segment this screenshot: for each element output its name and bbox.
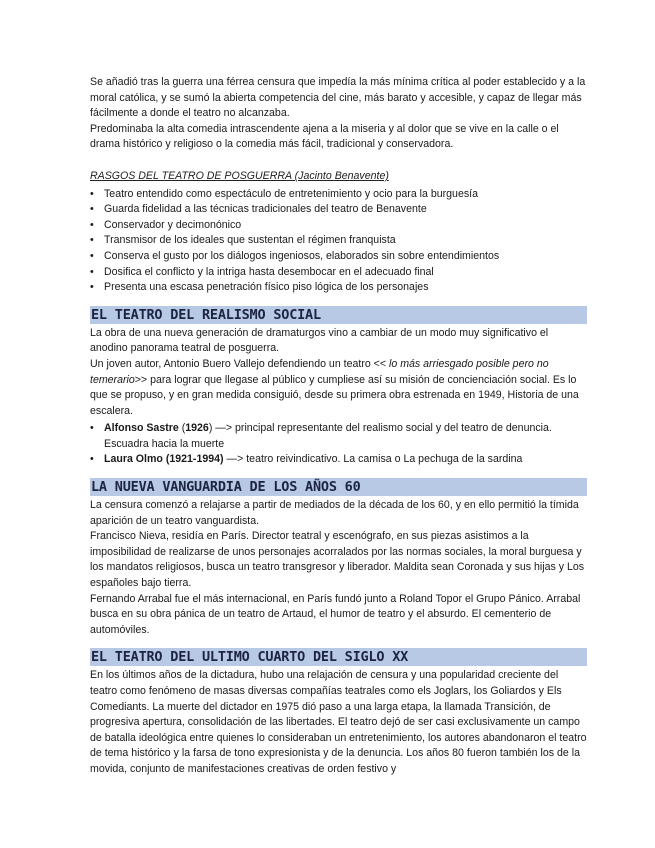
list-item: • Laura Olmo (1921-1994) —> teatro reivindicativo. La camisa o La pechuga de la sardina: [90, 452, 587, 468]
rasgos-list: [90, 187, 587, 296]
section-heading-vanguardia: LA NUEVA VANGUARDIA DE LOS AÑOS 60: [90, 478, 587, 496]
list-item: • Conserva el gusto por los diálogos ingeniosos, elaborados sin sobre entendimientos: [90, 249, 587, 265]
author-years: 1921-1994: [169, 453, 221, 466]
rasgos-subheading: RASGOS DEL TEATRO DE POSGUERRA (Jacinto Benavente): [90, 169, 389, 182]
realismo-paragraph-1: La obra de una nueva generación de dramaturgos vino a cambiar de un modo muy significativo el anodino panorama teatral de posguerra.: [90, 326, 549, 355]
author-name: Alfonso Sastre: [104, 422, 179, 435]
list-item: • Guarda fidelidad a las técnicas tradicionales del teatro de Benavente: [90, 202, 587, 218]
section-heading-ultimo: EL TEATRO DEL ULTIMO CUARTO DEL SIGLO XX: [90, 648, 587, 666]
ultimo-paragraph-1: En los últimos años de la dictadura, hubo una relajación de censura y una popularidad creciente del teatro como fenómeno de masas diversas compañías teatrales como els Joglars, los Goliardos y Els Comediants. La muerte del dictador en 1975 dió paso a una larga etapa, la llamada Transición, de progresiva apertura, consolidación de las libertades. El teatro dejó de ser casi exclusivamente un campo de batalla ideológica entre quienes lo consideraban un entretenimiento, los autores abandonaron el teatro de tema histórico y la farsa de tono expresionista y de la denuncia. Los años 80 fueron también los de la movida, conjunto de manifestaciones creativas de orden festivo y: [90, 669, 587, 775]
realismo-p2-start: Un joven autor, Antonio Buero Vallejo defendiendo un teatro <<: [90, 357, 390, 370]
list-item: • Dosifica el conflicto y la intriga hasta desembocar en el adecuado final: [90, 265, 587, 281]
author-years: 1926: [185, 422, 209, 435]
list-item: • Alfonso Sastre (1926) —> principal representante del realismo social y del teatro de denuncia. Escuadra hacia la muerte: [90, 421, 587, 452]
author-text: —> principal representante del realismo social y del teatro de denuncia. Escuadra hacia la muerte: [104, 422, 552, 450]
author-text: —> teatro reivindicativo. La camisa o La pechuga de la sardina: [223, 453, 523, 466]
intro-paragraph-1: Se añadió tras la guerra una férrea censura que impedía la más mínima crítica al poder establecido y a la moral católica, y se sumó la abierta competencia del cine, más barato y accesible, y capaz de llegar más fácilmente a donde el teatro no alcanzaba.: [90, 76, 586, 120]
realismo-quote: lo más arriesgado posible pero no temerario: [90, 357, 549, 386]
author-name: Laura Olmo: [104, 453, 163, 466]
realismo-p2-end: >> para lograr que llegase al público y cumpliese así su misión de concienciación social. Es lo que se propuso, y en gran medida consiguió, desde su primera obra estrenada en 1949, Historia de una escalera.: [90, 373, 579, 417]
section-heading-realismo: EL TEATRO DEL REALISMO SOCIAL: [90, 306, 587, 324]
realismo-paragraph-2: [90, 357, 587, 419]
intro-paragraph-2: Predominaba la alta comedia intrascendente ajena a la miseria y al dolor que se vive en la calle o el drama histórico y religioso o la comedia más fácil, tradicional y conservadora.: [90, 122, 559, 151]
list-item: • Teatro entendido como espectáculo de entretenimiento y ocio para la burguesía: [90, 187, 587, 203]
vanguardia-paragraph-3: Fernando Arrabal fue el más internacional, en París fundó junto a Roland Topor el Grupo Pánico. Arrabal busca en su obra pánica de un teatro de Artaud, el humor de teatro y el absurdo. El cementerio de automóviles.: [90, 592, 581, 636]
authors-list: [90, 421, 587, 468]
vanguardia-paragraph-2: Francisco Nieva, residía en París. Director teatral y escenógrafo, en sus piezas asistimos a la imposibilidad de realizarse de unos personajes acorralados por las normas sociales, la moral burguesa y los mandatos religiosos, busca un teatro transgresor y liberador. Maldita sean Coronada y sus hijas y Los españoles bajo tierra.: [90, 530, 585, 590]
list-item: • Presenta una escasa penetración físico piso lógica de los personajes: [90, 280, 587, 296]
list-item: • Conservador y decimonónico: [90, 218, 587, 234]
vanguardia-paragraph-1: La censura comenzó a relajarse a partir de mediados de la década de los 60, y en ello permitió la tímida aparición de un teatro vanguardista.: [90, 499, 579, 527]
list-item: • Transmisor de los ideales que sustentan el régimen franquista: [90, 233, 587, 249]
